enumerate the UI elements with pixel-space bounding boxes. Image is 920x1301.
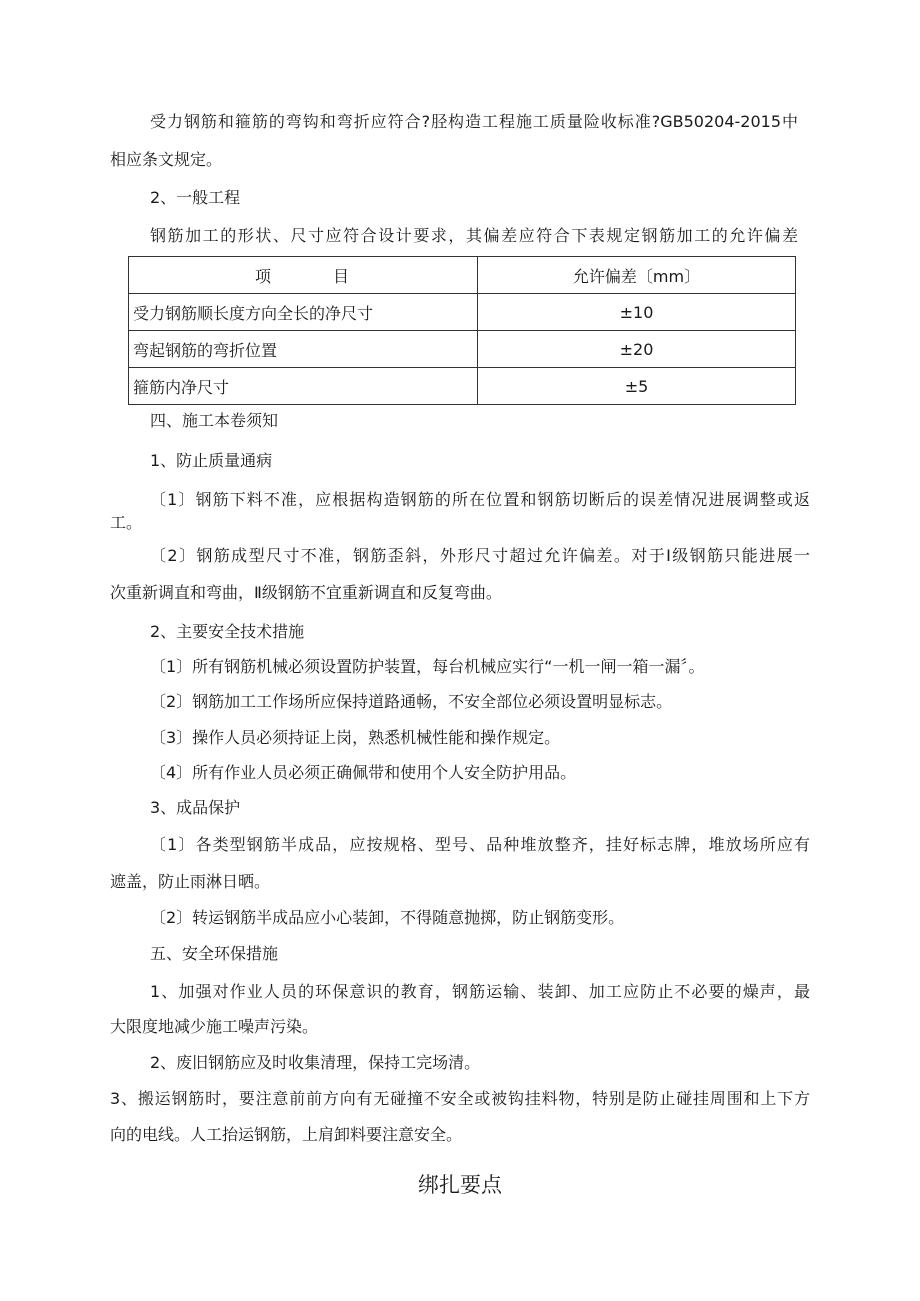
heading-general-project: 2、一般工程 — [150, 188, 241, 207]
paragraph-safety-4: 〔4〕所有作业人员必须正确佩带和使用个人安全防护用品。 — [150, 763, 577, 782]
paragraph-hook-standard-line2: 相应条文规定。 — [110, 150, 223, 169]
table-header-row — [129, 257, 796, 294]
paragraph-hook-standard-line1: 受力钢筋和箍筋的弯钩和弯折应符合?胫构造工程施工质量险收标准?GB50204-2015中 — [150, 112, 798, 131]
paragraph-env-3-line1: 3、搬运钢筋时，要注意前前方向有无碰撞不安全或被钩挂料物，特别是防止碰挂周围和上下方 — [110, 1089, 810, 1108]
heading-quality-defects: 1、防止质量通病 — [150, 451, 273, 470]
table-row — [129, 331, 796, 368]
table-header-item: 项 目 — [129, 257, 478, 294]
tolerance-table — [128, 256, 796, 405]
table-header-tolerance: 允许偏差〔mm〕 — [478, 257, 796, 294]
paragraph-env-2: 2、废旧钢筋应及时收集清理，保持工完场清。 — [150, 1053, 481, 1072]
table-cell-item: 弯起钢筋的弯折位置 — [129, 331, 478, 368]
table-row — [129, 368, 796, 405]
heading-product-protection: 3、成品保护 — [150, 798, 241, 817]
paragraph-safety-1: 〔1〕所有钢筋机械必须设置防护装置，每台机械应实行“一机一闸一箱一漏〞。 — [150, 657, 705, 676]
paragraph-protection-2: 〔2〕转运钢筋半成品应小心装卸，不得随意抛掷，防止钢筋变形。 — [150, 908, 625, 927]
table-cell-item: 受力钢筋顺长度方向全长的净尺寸 — [129, 294, 478, 331]
table-cell-value: ±10 — [478, 294, 796, 331]
paragraph-shape-requirement: 钢筋加工的形状、尺寸应符合设计要求，其偏差应符合下表规定钢筋加工的允许偏差 — [150, 226, 798, 245]
paragraph-safety-3: 〔3〕操作人员必须持证上岗，熟悉机械性能和操作规定。 — [150, 728, 561, 747]
paragraph-item1-line2: 工。 — [110, 513, 143, 532]
heading-construction-notes: 四、施工本卷须知 — [150, 411, 279, 430]
heading-safety-measures: 2、主要安全技术措施 — [150, 622, 305, 641]
paragraph-env-1-line2: 大限度地减少施工噪声污染。 — [110, 1017, 319, 1036]
table-row — [129, 294, 796, 331]
paragraph-protection-1-line2: 遮盖，防止雨淋日晒。 — [110, 872, 271, 891]
table-cell-item: 箍筋内净尺寸 — [129, 368, 478, 405]
paragraph-env-3-line2: 向的电线。人工抬运钢筋，上肩卸料要注意安全。 — [110, 1125, 463, 1144]
table-cell-value: ±5 — [478, 368, 796, 405]
paragraph-item2-line2: 次重新调直和弯曲，Ⅱ级钢筋不宜重新调直和反复弯曲。 — [110, 583, 502, 602]
paragraph-safety-2: 〔2〕钢筋加工工作场所应保持道路通畅，不安全部位必须设置明显标志。 — [150, 692, 673, 711]
section-title: 绑扎要点 — [418, 1173, 502, 1197]
paragraph-protection-1-line1: 〔1〕各类型钢筋半成品，应按规格、型号、品种堆放整齐，挂好标志牌，堆放场所应有 — [150, 835, 810, 854]
paragraph-item1-line1: 〔1〕钢筋下料不准，应根据构造钢筋的所在位置和钢筋切断后的误差情况进展调整或返 — [150, 490, 810, 509]
paragraph-env-1-line1: 1、加强对作业人员的环保意识的教育，钢筋运输、装卸、加工应防止不必要的燥声，最 — [150, 982, 810, 1001]
heading-environmental-measures: 五、安全环保措施 — [150, 944, 279, 963]
table-cell-value: ±20 — [478, 331, 796, 368]
paragraph-item2-line1: 〔2〕钢筋成型尺寸不准，钢筋歪斜，外形尺寸超过允许偏差。对于Ⅰ级钢筋只能进展一 — [150, 546, 810, 565]
